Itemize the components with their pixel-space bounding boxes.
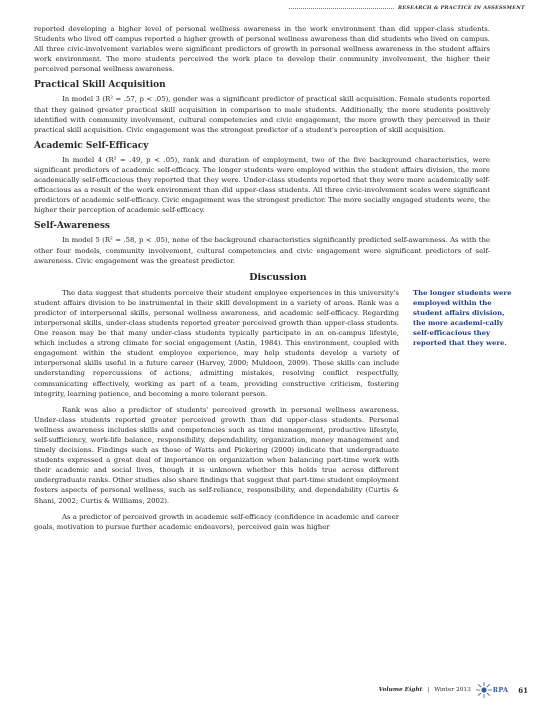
article-body: [34, 24, 522, 532]
paragraph-discussion-1: The data suggest that students perceive their student employee experiences in this university's student affairs division to be instrumental in their skill development in a variety of areas. Rank was a predictor of interpersonal skills, personal wellness awareness, and academic self-efficacy. Regarding interpersonal skills, under-class students reported greater perceived growth than upper-class students. One reason may be that many under-class students typically participate in an on-campus lifestyle, which includes a strong climate for social engagement (Astin, 1984). This environment, coupled with engagement within the student employee experience, may help students develop a variety of interpersonal skills useful in a future career (Harvey, 2000; Muldoon, 2009). These skills can include understanding repercussions of actions, admitting mistakes, resolving conflict respectfully, communicating effectively, working as part of a team, providing constructive criticism, fostering integrity, learning patience, and becoming a more tolerant person.: [34, 288, 399, 398]
footer-issue: Winter 2013: [434, 687, 471, 693]
heading-practical-skill: Practical Skill Acquisition: [34, 80, 166, 91]
paragraph-intro: reported developing a higher level of personal wellness awareness in the work environment than did upper-class students. Students who lived off campus reported a higher growth of personal wellness awareness than did students who lived on campus. All three civic-involvement variables were significant predictors of growth in personal wellness awareness in the student affairs work environment. The more students perceived the work place to develop their community involvement, the higher their perceived personal wellness awareness.: [34, 25, 490, 74]
footer-separator: |: [427, 687, 430, 693]
paragraph-self-awareness: In model 5 (R² = .58, p < .05), none of the background characteristics significantly predicted self-awareness. As with the other four models, community involvement, cultural competencies and civic engagement were significant predictors of self-awareness. Civic engagement was the greatest predictor.: [34, 236, 490, 265]
discussion-column: [34, 288, 399, 532]
rpa-logo: [475, 681, 508, 699]
heading-discussion: Discussion: [249, 271, 307, 283]
paragraph-discussion-2: Rank was also a predictor of students' perceived growth in personal wellness awareness. Under-class students reported greater perceived growth than did upper-class students. Personal wellness awareness includes skills and competencies such as time management, productive lifestyle, self-sufficiency, work-life balance, responsibility, dependability, organization, money management and timely decisions. Findings such as those of Watts and Pickering (2000) indicate that undergraduate students expressed a great deal of importance on organization when balancing part-time work with their academic and social lives, though it is unknown whether this holds true across different undergraduate ranks. Other studies also share findings that suggest that part-time student employment fosters aspects of personal wellness, such as self-reliance, responsibility, and dependability (Curtis & Shani, 2002; Curtis & Williams, 2002).: [34, 405, 399, 505]
page-footer: [379, 681, 528, 699]
running-head-text: RESEARCH & PRACTICE IN ASSESSMENT: [398, 5, 525, 11]
paragraph-practical: In model 3 (R² = .57, p < .05), gender was a significant predictor of practical skill acquisition. Female students reported that they gained greater practical skill acquisition in comparison to male students. Additionally, the more students positively identified with community involvement, cultural competencies and civic engagement, the more growth they perceived in their practical skill acquisition. Civic engagement was the strongest predictor of a student's perception of skill acquisition.: [34, 95, 490, 134]
rpa-logo-text: RPA: [492, 686, 509, 694]
discussion-section: [34, 288, 522, 532]
page-number: 61: [518, 685, 528, 695]
heading-academic-self-efficacy: Academic Self-Efficacy: [34, 140, 149, 151]
footer-volume: Volume Eight: [378, 687, 423, 693]
paragraph-discussion-3: As a predictor of perceived growth in academic self-efficacy (confidence in academic and career goals, motivation to pursue further academic endeavors), perceived gain was higher: [34, 512, 399, 531]
running-head: [289, 5, 525, 11]
running-head-rule: [289, 8, 394, 9]
paragraph-academic: In model 4 (R² = .49, p < .05), rank and duration of employment, two of the five background characteristics, were significant predictors of academic self-efficacy. The longer students were employed within the student affairs division, the more academically self-efficacious they reported that they were. Under-class students reported that they were more academically self-efficacious as a result of the work environment than did upper-class students. All three civic-involvement scales were significant predictors of academic self-efficacy. Civic engagement was the strongest predictor. The more socially engaged students were, the higher their perception of academic self-efficacy.: [34, 155, 490, 215]
heading-self-awareness: Self-Awareness: [34, 221, 110, 232]
pull-quote: The longer students were employed within the student affairs division, the more academi-cally self-efficacious they reported that they were.: [413, 288, 512, 348]
main-column: [34, 24, 490, 266]
rpa-logo-emblem-icon: [475, 681, 493, 699]
